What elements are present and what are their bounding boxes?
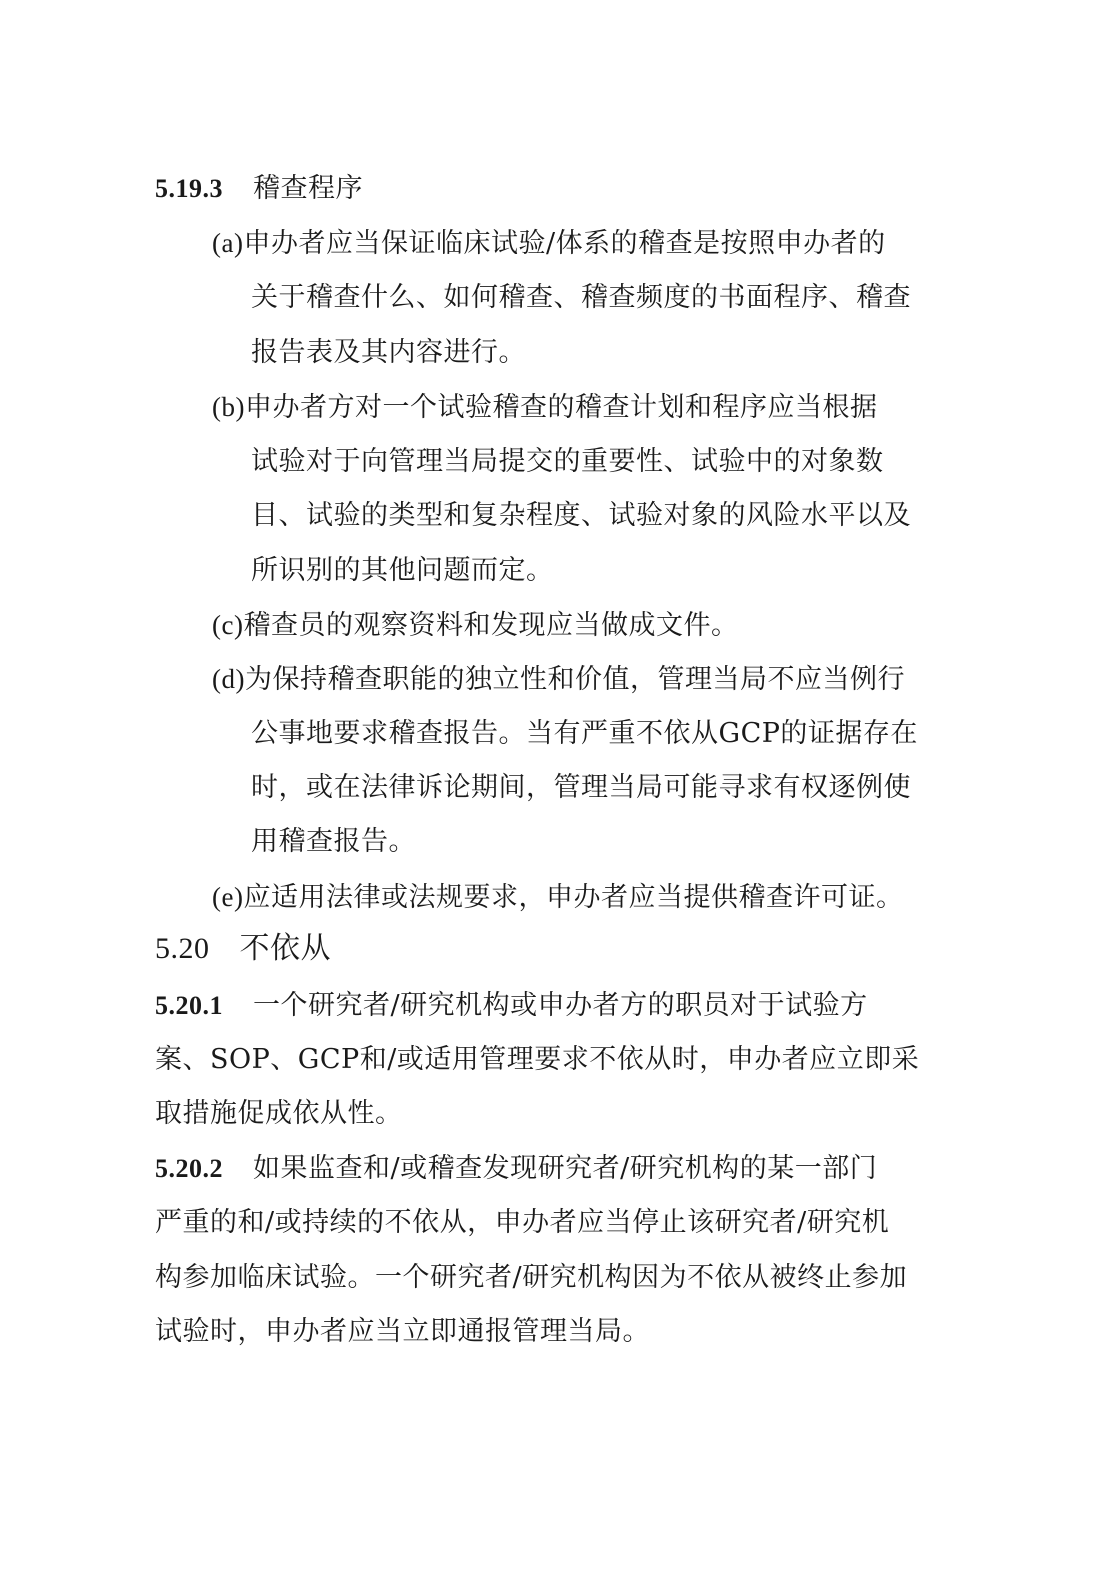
item-a-line-3: 报告表及其内容进行。 (251, 337, 526, 368)
item-d-line-4: 用稽查报告。 (251, 826, 416, 857)
item-marker: (c) (212, 610, 244, 640)
item-d-line-3: 时，或在法律诉论期间，管理当局可能寻求有权逐例使 (251, 772, 911, 803)
item-c-line-1 (212, 608, 738, 643)
item-a-line-2: 关于稽查什么、如何稽查、稽查频度的书面程序、稽查 (251, 282, 911, 313)
item-b-line-2: 试验对于向管理当局提交的重要性、试验中的对象数 (251, 446, 884, 477)
section-number: 5.20.2 (155, 1154, 223, 1183)
item-marker: (e) (212, 882, 244, 912)
item-d-line-1 (212, 662, 905, 697)
section-5-20-1-line-2: 案、SOP、GCP和/或适用管理要求不依从时，申办者应立即采 (155, 1044, 920, 1075)
section-5-20-1-line-3: 取措施促成依从性。 (155, 1098, 403, 1129)
section-title: 不依从 (239, 931, 331, 966)
section-title: 稽查程序 (253, 173, 363, 204)
section-number: 5.19.3 (155, 174, 223, 203)
item-text: 稽查员的观察资料和发现应当做成文件。 (243, 610, 739, 641)
section-5-20-1-line-1 (155, 989, 868, 1023)
section-5-20-2-line-1 (155, 1152, 877, 1186)
paragraph-text: 一个研究者/研究机构或申办者方的职员对于试验方 (253, 990, 868, 1021)
item-marker: (a) (212, 228, 244, 258)
section-5-20-2-line-3: 构参加临床试验。一个研究者/研究机构因为不依从被终止参加 (155, 1262, 908, 1293)
item-text: 应适用法律或法规要求，申办者应当提供稽查许可证。 (243, 882, 904, 913)
section-number: 5.20 (155, 932, 210, 965)
section-5-20-heading (155, 932, 331, 966)
item-text: 申办者方对一个试验稽查的稽查计划和程序应当根据 (244, 392, 878, 423)
item-text: 为保持稽查职能的独立性和价值，管理当局不应当例行 (244, 664, 905, 695)
item-text: 申办者应当保证临床试验/体系的稽查是按照申办者的 (243, 228, 886, 259)
item-marker: (d) (212, 664, 245, 694)
item-b-line-4: 所识别的其他问题而定。 (251, 555, 554, 586)
section-5-20-2-line-2: 严重的和/或持续的不依从，申办者应当停止该研究者/研究机 (155, 1207, 890, 1238)
item-b-line-1 (212, 390, 877, 425)
item-d-line-2: 公事地要求稽查报告。当有严重不依从GCP的证据存在 (251, 718, 918, 749)
item-e-line-1 (212, 880, 903, 915)
section-number: 5.20.1 (155, 991, 223, 1020)
section-5-20-2-line-4: 试验时，申办者应当立即通报管理当局。 (155, 1316, 650, 1347)
item-b-line-3: 目、试验的类型和复杂程度、试验对象的风险水平以及 (251, 500, 911, 531)
item-a-line-1 (212, 226, 886, 261)
item-marker: (b) (212, 392, 245, 422)
section-5-19-3-heading (155, 172, 363, 206)
paragraph-text: 如果监查和/或稽查发现研究者/研究机构的某一部门 (253, 1153, 878, 1184)
